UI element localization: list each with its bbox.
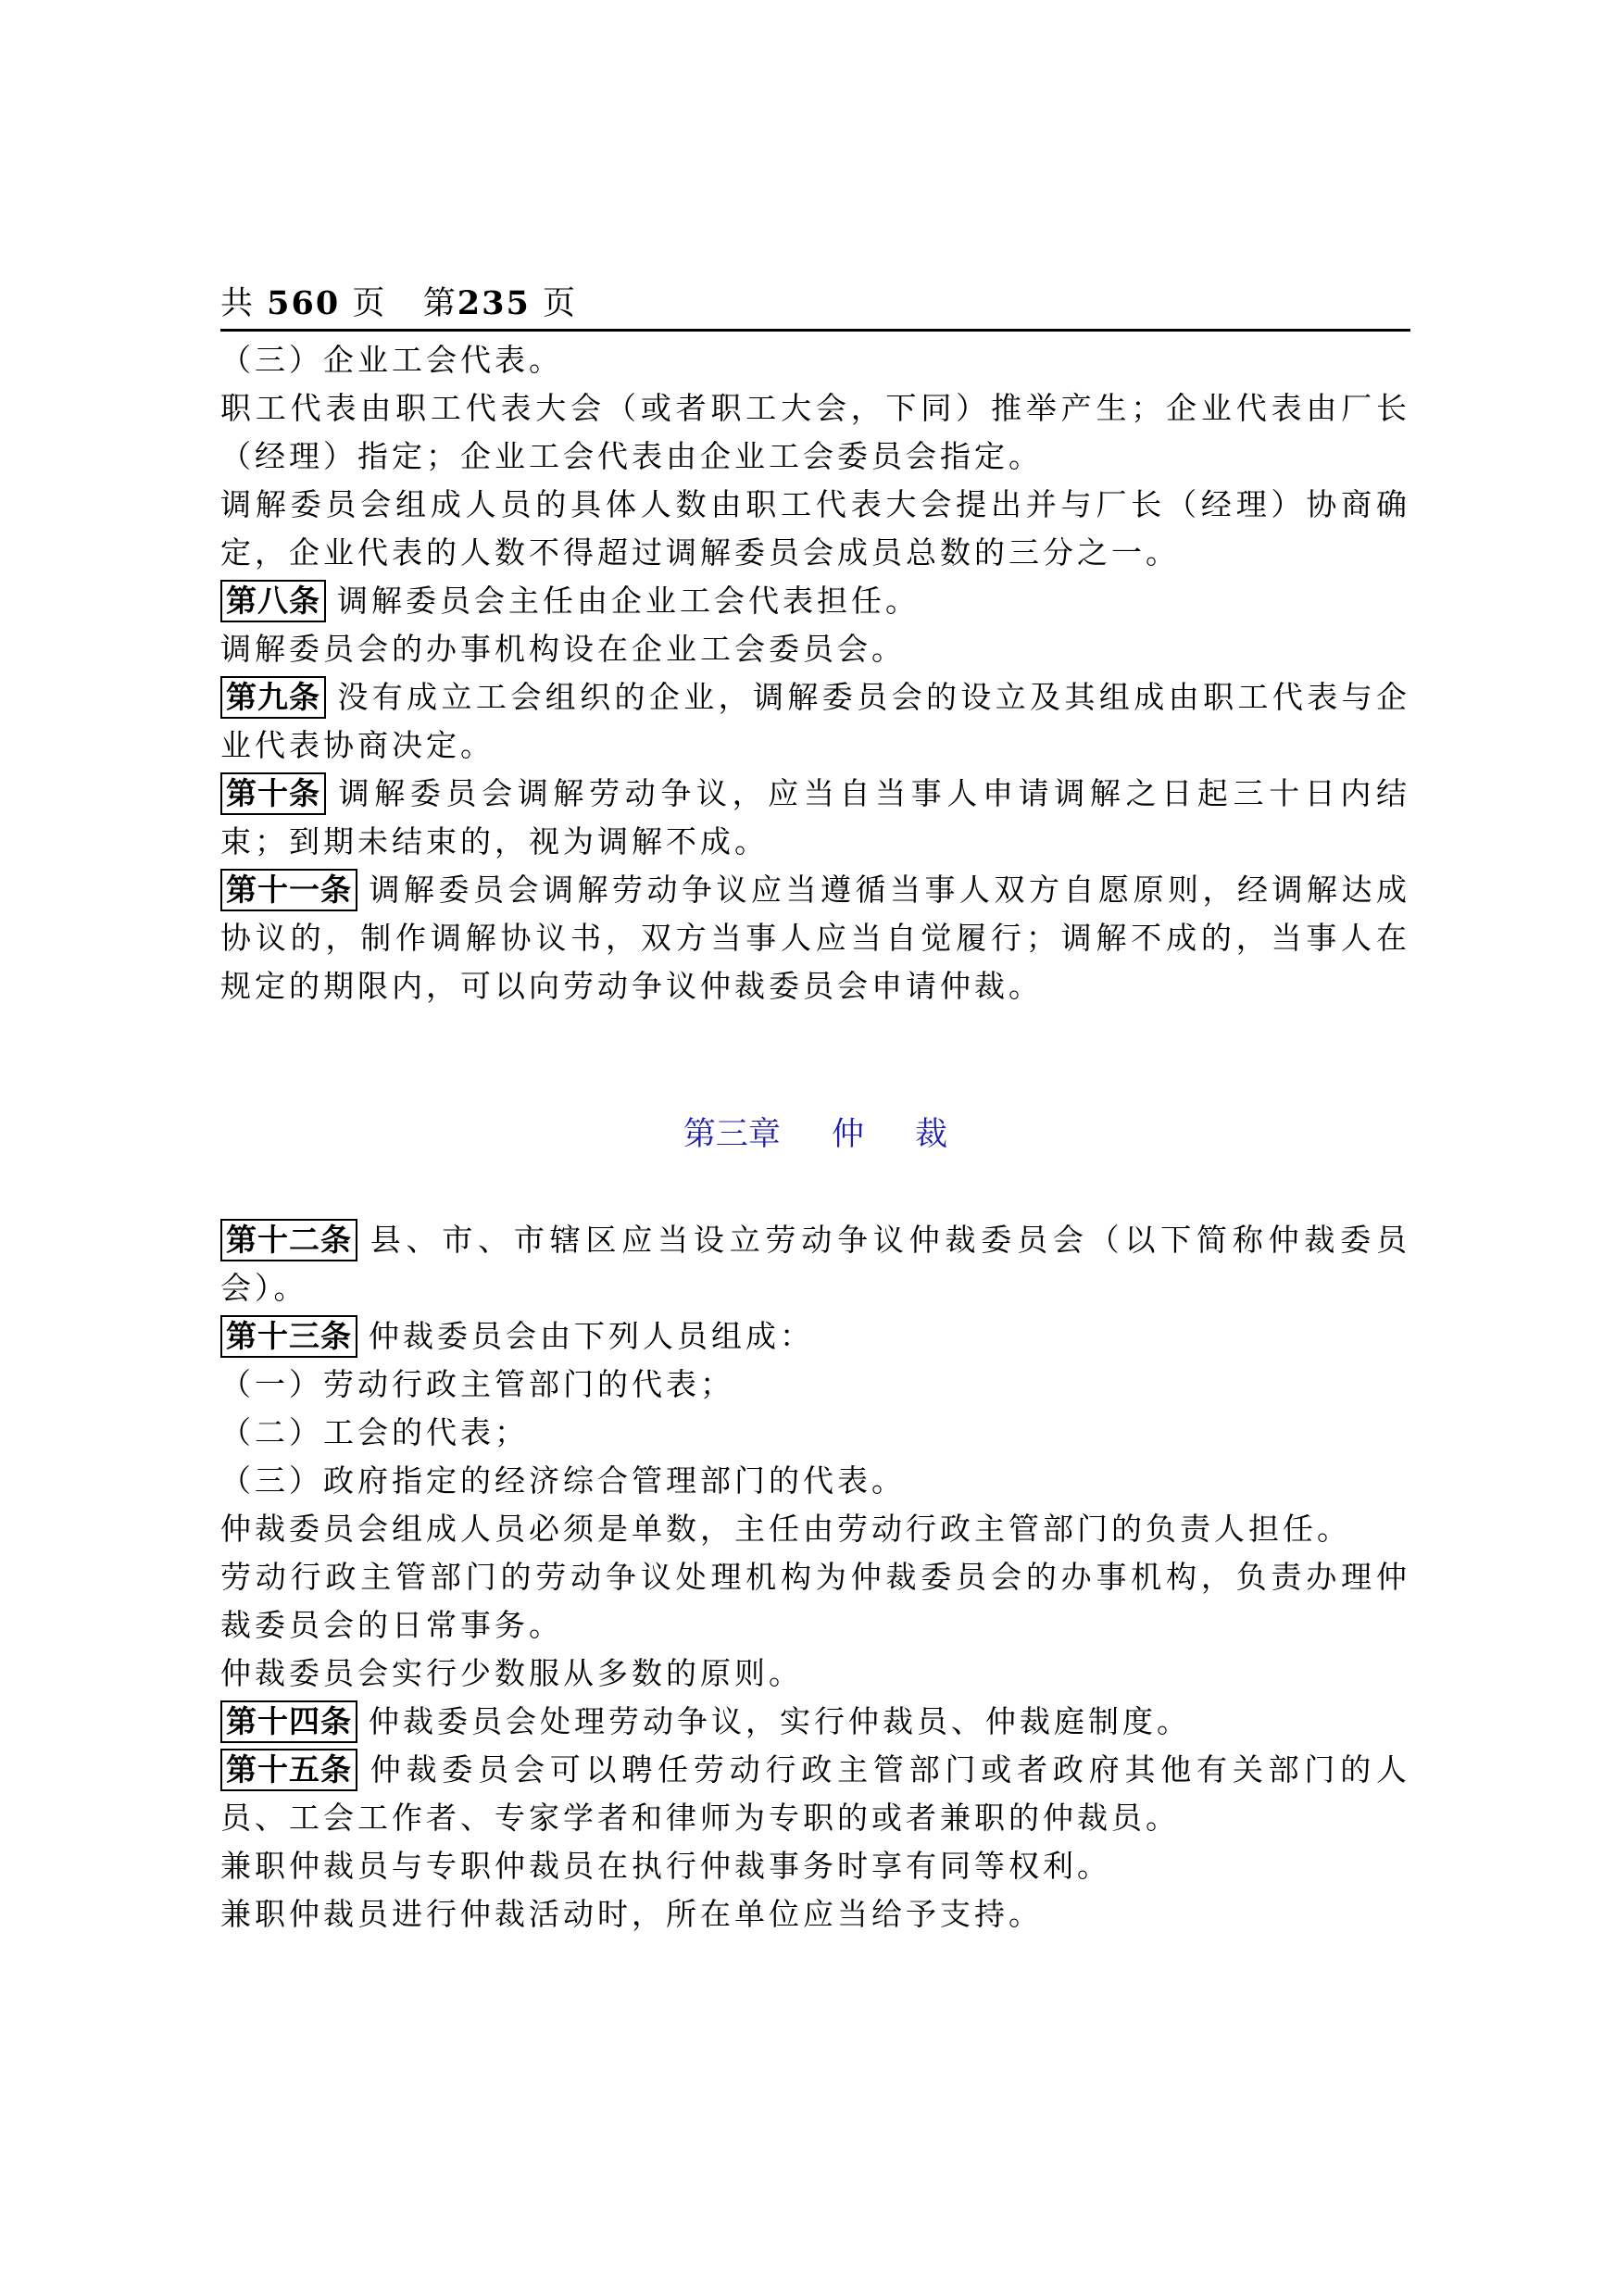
current-suffix: 页: [542, 285, 577, 322]
article-label: 第十条: [220, 772, 326, 815]
paragraph: 劳动行政主管部门的劳动争议处理机构为仲裁委员会的办事机构，负责办理仲裁委员会的日常事务。: [220, 1559, 1410, 1643]
article-8: [220, 577, 1410, 625]
section-arbitration: [220, 1216, 1410, 1938]
total-prefix: 共: [220, 285, 256, 322]
article-12: [220, 1216, 1410, 1312]
article-text: 调解委员会调解劳动争议应当遵循当事人双方自愿原则，经调解达成协议的，制作调解协议书，双方当事人应当自觉履行；调解不成的，当事人在规定的期限内，可以向劳动争议仲裁委员会申请仲裁。: [220, 872, 1410, 1004]
article-label: 第十三条: [220, 1315, 357, 1358]
article-14: [220, 1698, 1410, 1746]
article-label: 第十四条: [220, 1700, 357, 1743]
article-text: 没有成立工会组织的企业，调解委员会的设立及其组成由职工代表与企业代表协商决定。: [220, 679, 1410, 763]
article-15: [220, 1746, 1410, 1842]
paragraph: 仲裁委员会实行少数服从多数的原则。: [220, 1655, 803, 1691]
article-text: 县、市、市辖区应当设立劳动争议仲裁委员会（以下简称仲裁委员会）。: [220, 1222, 1410, 1306]
article-13: [220, 1312, 1410, 1361]
article-text: 仲裁委员会可以聘任劳动行政主管部门或者政府其他有关部门的人员、工会工作者、专家学者和律师为专职的或者兼职的仲裁员。: [220, 1751, 1410, 1836]
article-label: 第十一条: [220, 869, 357, 911]
article-text: 调解委员会主任由企业工会代表担任。: [337, 583, 920, 619]
section-mediation: [220, 336, 1410, 1010]
list-item: （三）政府指定的经济综合管理部门的代表。: [220, 1462, 906, 1499]
header-divider: [220, 329, 1410, 332]
paragraph: 兼职仲裁员与专职仲裁员在执行仲裁事务时享有同等权利。: [220, 1848, 1111, 1884]
paragraph: 仲裁委员会组成人员必须是单数，主任由劳动行政主管部门的负责人担任。: [220, 1511, 1351, 1547]
total-pages: 560: [267, 284, 341, 322]
article-label: 第八条: [220, 580, 326, 622]
paragraph: 职工代表由职工代表大会（或者职工大会，下同）推举产生；企业代表由厂长（经理）指定；企业工会代表由企业工会委员会指定。: [220, 390, 1410, 474]
page-counter-header: [220, 282, 1410, 325]
article-text: 仲裁委员会处理劳动争议，实行仲裁员、仲裁庭制度。: [369, 1703, 1191, 1739]
article-11: [220, 866, 1410, 1010]
chapter-heading: [220, 1111, 1410, 1158]
article-label: 第九条: [220, 676, 326, 719]
article-label: 第十二条: [220, 1219, 357, 1261]
chapter-title-char: 裁: [915, 1116, 948, 1153]
article-text: 仲裁委员会由下列人员组成：: [369, 1318, 814, 1354]
paragraph: （三）企业工会代表。: [220, 342, 563, 378]
total-suffix: 页: [352, 285, 387, 322]
paragraph: 调解委员会组成人员的具体人数由职工代表大会提出并与厂长（经理）协商确定，企业代表的人数不得超过调解委员会成员总数的三分之一。: [220, 486, 1410, 571]
chapter-title-char: 仲: [831, 1116, 864, 1153]
article-text: 调解委员会调解劳动争议，应当自当事人申请调解之日起三十日内结束；到期未结束的，视为调解不成。: [220, 775, 1410, 859]
list-item: （二）工会的代表；: [220, 1414, 529, 1450]
current-page: 235: [457, 284, 531, 322]
chapter-number: 第三章: [683, 1116, 781, 1153]
article-10: [220, 770, 1410, 866]
article-label: 第十五条: [220, 1749, 357, 1791]
current-prefix: 第: [422, 285, 457, 322]
paragraph: 调解委员会的办事机构设在企业工会委员会。: [220, 631, 906, 667]
paragraph: 兼职仲裁员进行仲裁活动时，所在单位应当给予支持。: [220, 1896, 1043, 1932]
article-9: [220, 673, 1410, 770]
list-item: （一）劳动行政主管部门的代表；: [220, 1366, 734, 1402]
